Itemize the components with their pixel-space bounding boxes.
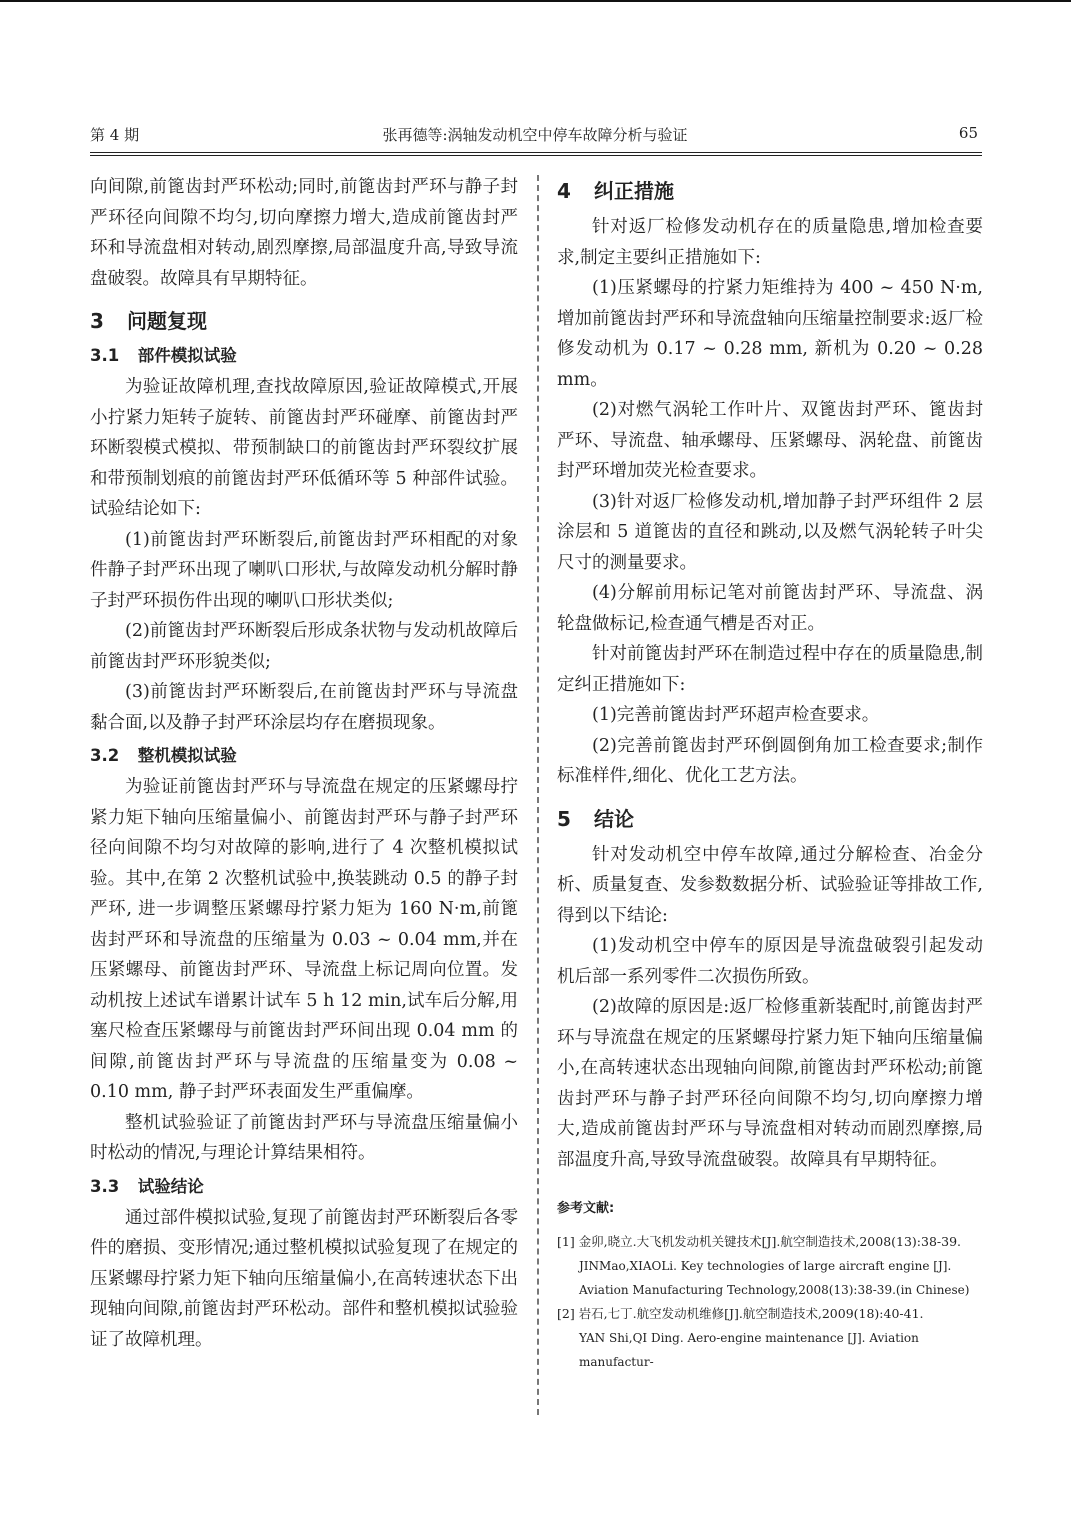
paragraph: 针对前篦齿封严环在制造过程中存在的质量隐患,制定纠正措施如下: (557, 644, 983, 695)
paragraph: (3)前篦齿封严环断裂后,在前篦齿封严环与导流盘黏合面,以及静子封严环涂层均存在磨损现象。 (90, 682, 518, 733)
paragraph: 针对返厂检修发动机存在的质量隐患,增加检查要求,制定主要纠正措施如下: (557, 217, 983, 268)
section-title: 结论 (593, 806, 634, 831)
section-title: 问题复现 (126, 309, 207, 333)
subsection-number: 3.1 (90, 346, 120, 365)
continued-paragraph: 向间隙,前篦齿封严环松动;同时,前篦齿封严环与静子封严环径向间隙不均匀,切向摩擦力增大,造成前篦齿封严环和导流盘相对转动,剧烈摩擦,局部温度升高,导致导流盘破裂。故障具有早期特征。 (90, 177, 518, 289)
left-column (90, 172, 518, 1355)
running-header (90, 124, 980, 150)
page-number: 65 (958, 124, 978, 142)
section-number: 3 (90, 309, 104, 333)
section-number: 4 (557, 179, 571, 203)
paragraph: 通过部件模拟试验,复现了前篦齿封严环断裂后各零件的磨损、变形情况;通过整机模拟试验复现了在规定的压紧螺母拧紧力矩下轴向压缩量偏小,在高转速状态下出现轴向间隙,前篦齿封严环松动。部件和整机模拟试验验证了故障机理。 (90, 1207, 518, 1350)
subsection-title: 部件模拟试验 (137, 346, 237, 365)
section-heading-5 (557, 804, 983, 834)
right-column (557, 172, 983, 1374)
section-heading-3 (90, 306, 518, 336)
paragraph: (1)发动机空中停车的原因是导流盘破裂引起发动机后部一系列零件二次损伤所致。 (557, 936, 983, 987)
reference-entry-english: JINMao,XIAOLi. Key technologies of large aircraft engine [J]. Aviation Manufacturing Technology,2008(13):38-39.(in Chinese) (579, 1259, 970, 1297)
paragraph: 整机试验验证了前篦齿封严环与导流盘压缩量偏小时松动的情况,与理论计算结果相符。 (90, 1112, 518, 1163)
paragraph: 为验证故障机理,查找故障原因,验证故障模式,开展小拧紧力矩转子旋转、前篦齿封严环碰摩、前篦齿封严环断裂模式模拟、带预制缺口的前篦齿封严环裂纹扩展和带预制划痕的前篦齿封严环低循环等 5 种部件试验。试验结论如下: (90, 377, 518, 519)
section-number: 5 (557, 806, 571, 831)
paragraph: (2)对燃气涡轮工作叶片、双篦齿封严环、篦齿封严环、导流盘、轴承螺母、压紧螺母、涡轮盘、前篦齿封严环增加荧光检查要求。 (557, 400, 983, 481)
paragraph: (2)完善前篦齿封严环倒圆倒角加工检查要求;制作标准样件,细化、优化工艺方法。 (557, 735, 983, 786)
paragraph: (1)压紧螺母的拧紧力矩维持为 400 ~ 450 N·m,增加前篦齿封严环和导流盘轴向压缩量控制要求:返厂检修发动机为 0.17 ~ 0.28 mm, 新机为 0.20 ~ 0.28 mm。 (557, 278, 983, 390)
reference-entry: [1] 金卯,晓立.大飞机发动机关键技术[J].航空制造技术,2008(13):38-39. (557, 1234, 962, 1249)
paragraph: (3)针对返厂检修发动机,增加静子封严环组件 2 层涂层和 5 道篦齿的直径和跳动,以及燃气涡轮转子叶尖尺寸的测量要求。 (557, 491, 983, 573)
reference-entry: [2] 岩石,七丁.航空发动机维修[J].航空制造技术,2009(18):40-41. (557, 1306, 924, 1321)
subsection-heading-3-3 (90, 1173, 518, 1201)
subsection-heading-3-2 (90, 742, 518, 770)
paragraph: (1)完善前篦齿封严环超声检查要求。 (592, 705, 880, 725)
paragraph: (4)分解前用标记笔对前篦齿封严环、导流盘、涡轮盘做标记,检查通气槽是否对正。 (557, 583, 983, 634)
references-heading: 参考文献: (557, 1201, 615, 1216)
section-heading-4 (557, 176, 983, 206)
subsection-number: 3.3 (90, 1176, 120, 1196)
header-rule (90, 152, 982, 153)
subsection-title: 整机模拟试验 (137, 746, 237, 765)
subsection-number: 3.2 (90, 746, 120, 765)
column-divider (537, 175, 539, 1415)
subsection-heading-3-1 (90, 342, 518, 370)
paragraph: 为验证前篦齿封严环与导流盘在规定的压紧螺母拧紧力矩下轴向压缩量偏小、前篦齿封严环与静子封严环径向间隙不均匀对故障的影响,进行了 4 次整机模拟试验。其中,在第 2 次整机试验中,换装跳动 0.5 的静子封严环, 进一步调整压紧螺母拧紧力矩为 160 N·m,前篦齿封严环和导流盘的压缩量为 0.03 ~ 0.04 mm,并在压紧螺母、前篦齿封严环、导流盘上标记周向位置。发动机按上述试车谱累计试车 5 h 12 min,试车后分解,用塞尺检查压紧螺母与前篦齿封严环间出现 0.04 mm 的间隙,前篦齿封严环与导流盘的压缩量变为 0.08 ~ 0.10 mm, 静子封严环表面发生严重偏摩。 (90, 777, 518, 1102)
paragraph: (2)故障的原因是:返厂检修重新装配时,前篦齿封严环与导流盘在规定的压紧螺母拧紧力矩下轴向压缩量偏小,在高转速状态出现轴向间隙,前篦齿封严环松动;前篦齿封严环与静子封严环径向间隙不均匀,切向摩擦力增大,造成前篦齿封严环与导流盘相对转动而剧烈摩擦,局部温度升高,导致导流盘破裂。故障具有早期特征。 (557, 997, 983, 1170)
paragraph: (2)前篦齿封严环断裂后形成条状物与发动机故障后前篦齿封严环形貌类似; (90, 621, 518, 672)
paragraph: 针对发动机空中停车故障,通过分解检查、冶金分析、质量复查、发参数数据分析、试验验证等排故工作,得到以下结论: (557, 844, 983, 926)
paragraph: (1)前篦齿封严环断裂后,前篦齿封严环相配的对象件静子封严环出现了喇叭口形状,与故障发动机分解时静子封严环损伤件出现的喇叭口形状类似; (90, 529, 518, 611)
section-title: 纠正措施 (593, 179, 674, 203)
running-title: 张再德等:涡轴发动机空中停车故障分析与验证 (382, 126, 688, 144)
header-rule-secondary (90, 155, 982, 156)
subsection-title: 试验结论 (137, 1176, 204, 1196)
reference-entry-english: YAN Shi,QI Ding. Aero-engine maintenance [J]. Aviation manufactur- (579, 1331, 919, 1369)
top-border-rule (0, 0, 1071, 2)
issue-label: 第 4 期 (90, 126, 140, 144)
